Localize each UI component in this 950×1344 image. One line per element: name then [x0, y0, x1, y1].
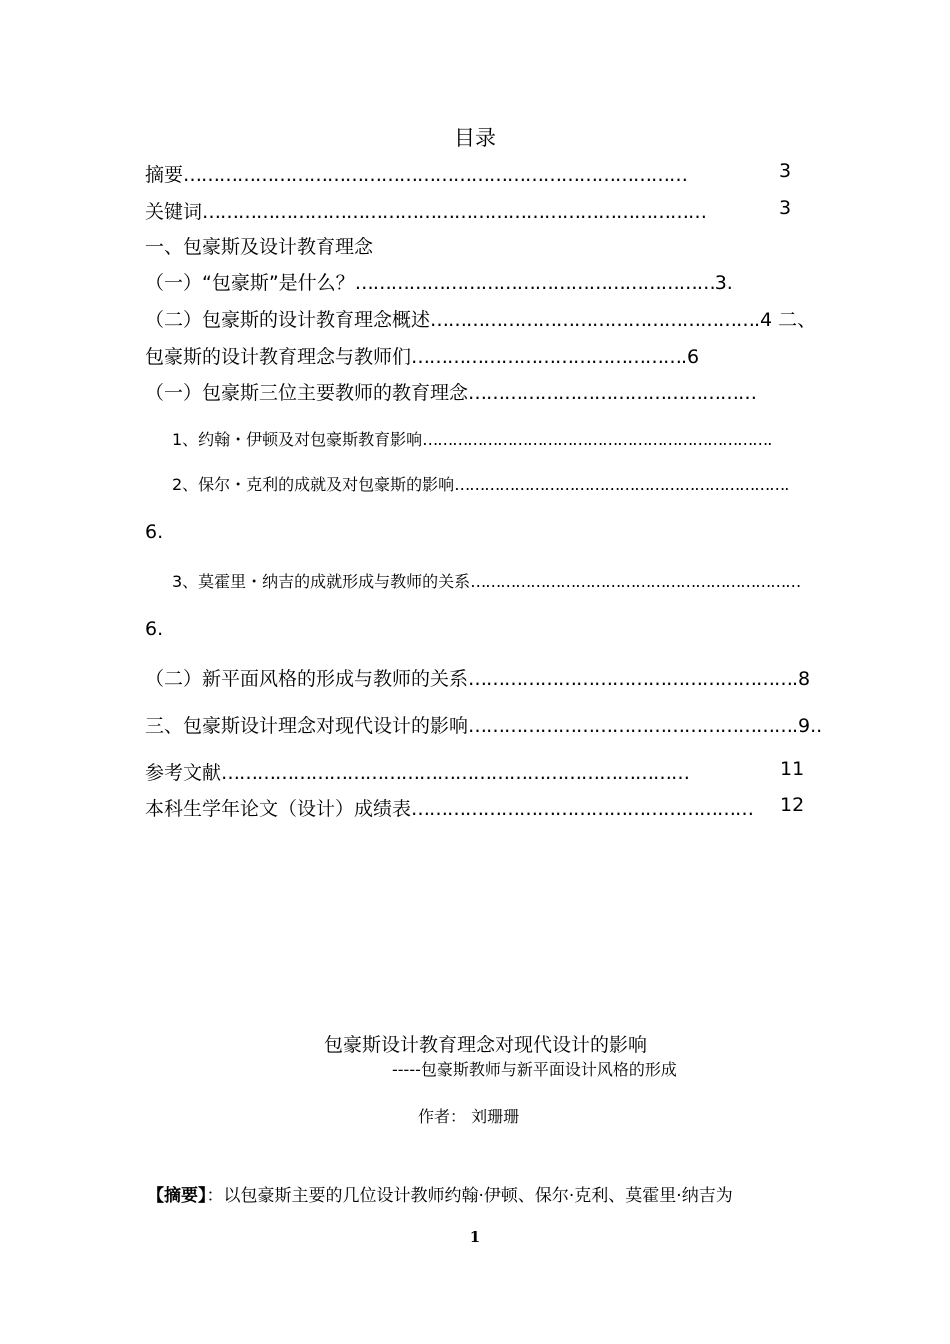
toc-page-number: 12 [780, 794, 805, 816]
toc-leader: ………………………………………… [468, 382, 757, 404]
toc-entry[interactable] [145, 378, 756, 405]
toc-leader: ………………………………………………… [411, 798, 754, 820]
toc-leader: ………………………………………………………………………… [183, 164, 688, 186]
toc-entry-text: 6. [145, 618, 164, 640]
toc-leader: ……………………………………………… [468, 668, 793, 690]
toc-entry[interactable] [145, 794, 753, 821]
toc-entry-text: 参考文献 [145, 762, 222, 784]
toc-page-number: .8 [792, 668, 811, 690]
abstract-paragraph [147, 1181, 733, 1206]
toc-entry[interactable] [145, 618, 163, 640]
toc-leader: …………………………………………………………………… [221, 762, 690, 784]
toc-page-number: 3. [714, 272, 733, 294]
toc-entry-text: 关键词 [145, 201, 203, 223]
toc-entry[interactable] [145, 305, 816, 332]
toc-entry[interactable] [145, 268, 733, 295]
toc-entry[interactable] [172, 569, 800, 592]
abstract-text: ：以包豪斯主要的几位设计教师约翰·伊顿、保尔·克利、莫霍里·纳吉为 [206, 1186, 733, 1206]
toc-page-number: . [784, 475, 790, 494]
toc-leader: ………………………………………………………… [470, 572, 801, 591]
toc-leader: …………………………………………………… [354, 272, 715, 294]
toc-page-number: 3 [779, 160, 792, 182]
toc-entry-text: 包豪斯的设计教育理念与教师们 [145, 346, 412, 368]
abstract-label: 【摘要】 [147, 1186, 207, 1206]
toc-leader: ……………………………………………… [430, 309, 755, 331]
thesis-subtitle: -----包豪斯教师与新平面设计风格的形成 [392, 1060, 677, 1079]
toc-entry-text: 3、莫霍里・纳吉的成就形成与教师的关系 [172, 572, 471, 591]
toc-entry[interactable] [145, 232, 373, 259]
toc-entry[interactable] [145, 197, 706, 224]
toc-page-number: .9.. [792, 715, 823, 737]
toc-leader: ………………………………………………………… [454, 475, 785, 494]
page-number: 1 [469, 1228, 481, 1246]
toc-leader: …………………………………………………………… [422, 430, 768, 449]
toc-entry[interactable] [172, 472, 789, 495]
toc-entry-text: 三、包豪斯设计理念对现代设计的影响 [145, 715, 469, 737]
toc-leader: ……………………………………… [411, 346, 682, 368]
toc-entry-text: 6. [145, 521, 164, 543]
toc-entry[interactable] [145, 160, 687, 187]
toc-page-number: .4 二、 [754, 309, 817, 331]
toc-entry-text: 本科生学年论文（设计）成绩表 [145, 798, 412, 820]
toc-page-number: .6 [681, 346, 700, 368]
toc-entry-text: 1、约翰・伊顿及对包豪斯教育影响 [172, 430, 423, 449]
toc-entry-text: 摘要 [145, 164, 184, 186]
toc-entry-text: （二）新平面风格的形成与教师的关系 [145, 668, 469, 690]
toc-entry[interactable] [145, 758, 689, 785]
toc-leader: ……………………………………………… [468, 715, 793, 737]
toc-entry-text: 2、保尔・克利的成就及对包豪斯的影响 [172, 475, 455, 494]
toc-page-number: 11 [780, 758, 805, 780]
toc-page-number: . [767, 430, 773, 449]
toc-entry[interactable] [145, 664, 810, 691]
toc-entry-text: （二）包豪斯的设计教育理念概述 [145, 309, 431, 331]
toc-title: 目录 [454, 126, 496, 150]
toc-entry-text: 一、包豪斯及设计教育理念 [145, 236, 374, 258]
toc-entry[interactable] [145, 711, 822, 738]
thesis-author: 作者： 刘珊珊 [418, 1107, 520, 1126]
toc-page-number: 3 [779, 197, 792, 219]
thesis-title: 包豪斯设计教育理念对现代设计的影响 [324, 1034, 648, 1056]
toc-entry-text: （一）包豪斯三位主要教师的教育理念 [145, 382, 469, 404]
toc-entry-text: （一）“包豪斯”是什么？ [145, 272, 355, 294]
toc-entry[interactable] [172, 427, 772, 450]
toc-entry[interactable] [145, 521, 163, 543]
toc-leader: ………………………………………………………………………… [202, 201, 707, 223]
toc-entry[interactable] [145, 342, 699, 369]
